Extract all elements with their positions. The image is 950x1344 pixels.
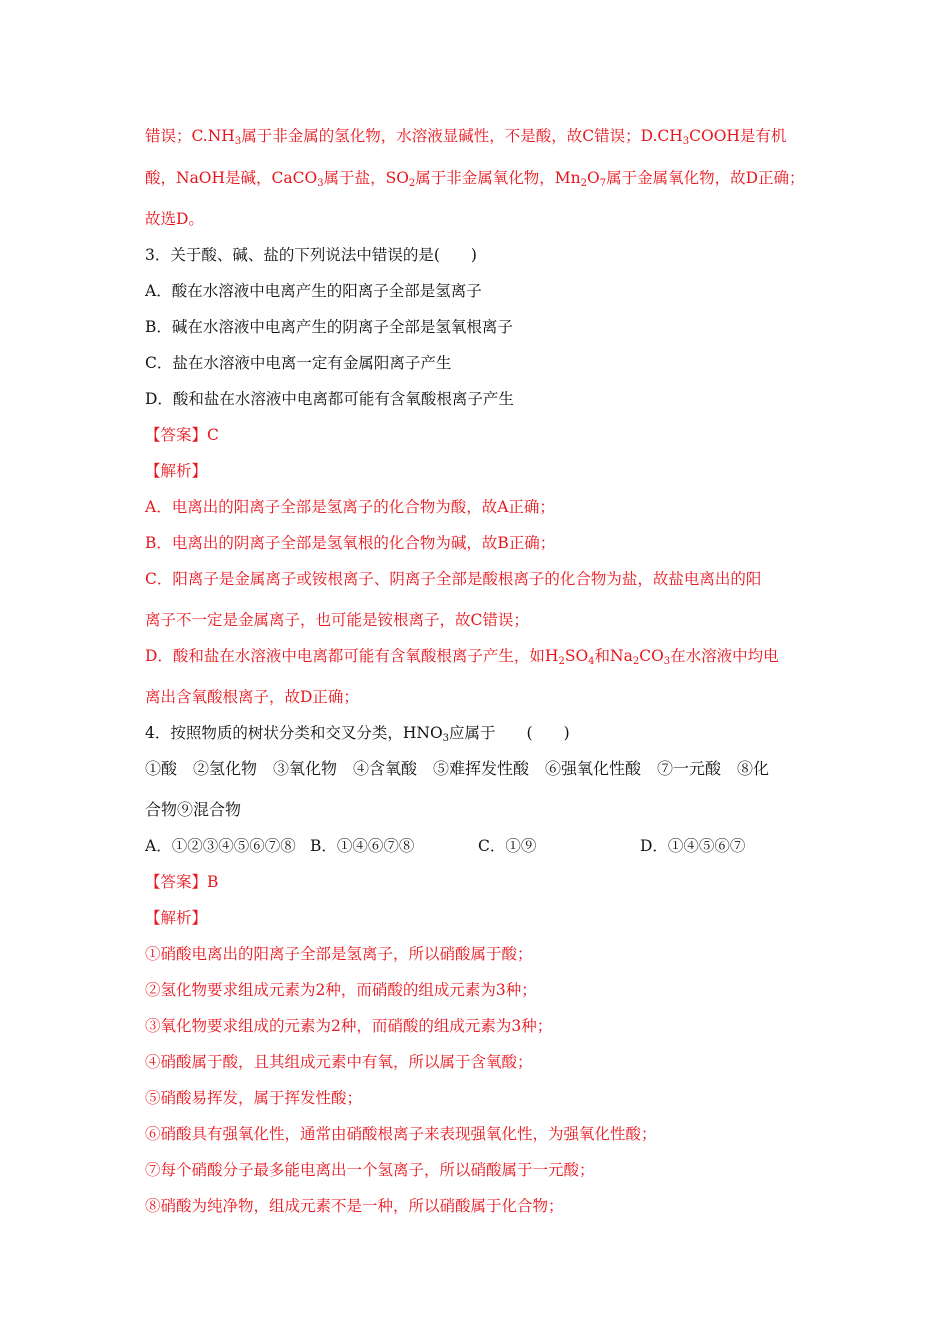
q3-analysis-label: 【解析】 [145, 462, 208, 480]
q4-analysis-3: ③氧化物要求组成的元素为2种，而硝酸的组成元素为3种； [145, 1017, 553, 1035]
q4-analysis-4: ④硝酸属于酸，且其组成元素中有氧，所以属于含氧酸； [145, 1053, 533, 1071]
q3-analysis-c-1: C．阳离子是金属离子或铵根离子、阴离子全部是酸根离子的化合物为盐，故盐电离出的阳 [145, 570, 762, 588]
q3-option-b: B．碱在水溶液中电离产生的阴离子全部是氢氧根离子 [145, 318, 513, 336]
q3-option-d: D．酸和盐在水溶液中电离都可能有含氧酸根离子产生 [145, 390, 514, 408]
q4-option-b: B．①④⑥⑦⑧ [310, 837, 415, 855]
q4-items-line-2: 合物⑨混合物 [145, 800, 242, 819]
q4-analysis-5: ⑤硝酸易挥发，属于挥发性酸； [145, 1089, 363, 1107]
q4-analysis-7: ⑦每个硝酸分子最多能电离出一个氢离子，所以硝酸属于一元酸； [145, 1161, 595, 1179]
q4-analysis-6: ⑥硝酸具有强氧化性，通常由硝酸根离子来表现强氧化性，为强氧化性酸； [145, 1125, 657, 1143]
q4-items-line-1: ①酸 ②氢化物 ③氧化物 ④含氧酸 ⑤难挥发性酸 ⑥强氧化性酸 ⑦一元酸 ⑧化 [145, 759, 770, 778]
q4-option-a: A．①②③④⑤⑥⑦⑧ [145, 837, 296, 855]
q3-analysis-b: B．电离出的阴离子全部是氢氧根的化合物为碱，故B正确； [145, 534, 556, 552]
q4-analysis-1: ①硝酸电离出的阳离子全部是氢离子，所以硝酸属于酸； [145, 945, 533, 963]
q3-analysis-d-1: D．酸和盐在水溶液中电离都可能有含氧酸根离子产生，如$H_2SO_4$和$Na_2CO_3$在水溶液中均电 [145, 647, 779, 667]
q3-option-a: A．酸在水溶液中电离产生的阳离子全部是氢离子 [145, 282, 482, 300]
prev-explanation-line-1: 错误；$C.NH_3$属于非金属的氢化物，水溶液显碱性，不是酸，故C错误；$D.CH_3COOH$是有机 [145, 127, 787, 147]
q4-option-c: C．①⑨ [478, 837, 537, 855]
q3-analysis-a: A．电离出的阳离子全部是氢离子的化合物为酸，故A正确； [145, 498, 555, 516]
q4-option-d: D．①④⑤⑥⑦ [640, 837, 746, 855]
q3-analysis-d-2: 离出含氧酸根离子，故D正确； [145, 688, 359, 706]
q3-option-c: C．盐在水溶液中电离一定有金属阳离子产生 [145, 354, 452, 372]
q4-answer: 【答案】B [145, 873, 219, 891]
q3-analysis-c-2: 离子不一定是金属离子，也可能是铵根离子，故C错误； [145, 611, 529, 629]
q4-analysis-label: 【解析】 [145, 909, 208, 927]
q4-stem: 4．按照物质的树状分类和交叉分类，$HNO_3$应属于 ( ) [145, 724, 570, 744]
q3-answer: 【答案】C [145, 426, 219, 444]
q3-stem: 3．关于酸、碱、盐的下列说法中错误的是( ) [145, 246, 477, 264]
q4-analysis-2: ②氢化物要求组成元素为2种，而硝酸的组成元素为3种； [145, 981, 537, 999]
prev-explanation-line-2: 酸，NaOH是碱，CaCO$_3$属于盐，$SO_2$属于非金属氧化物，$Mn_2O_7$属于金属氧化物，故D正确； [145, 169, 805, 189]
q4-analysis-8: ⑧硝酸为纯净物，组成元素不是一种，所以硝酸属于化合物； [145, 1197, 564, 1215]
prev-explanation-line-3: 故选D。 [145, 210, 204, 228]
